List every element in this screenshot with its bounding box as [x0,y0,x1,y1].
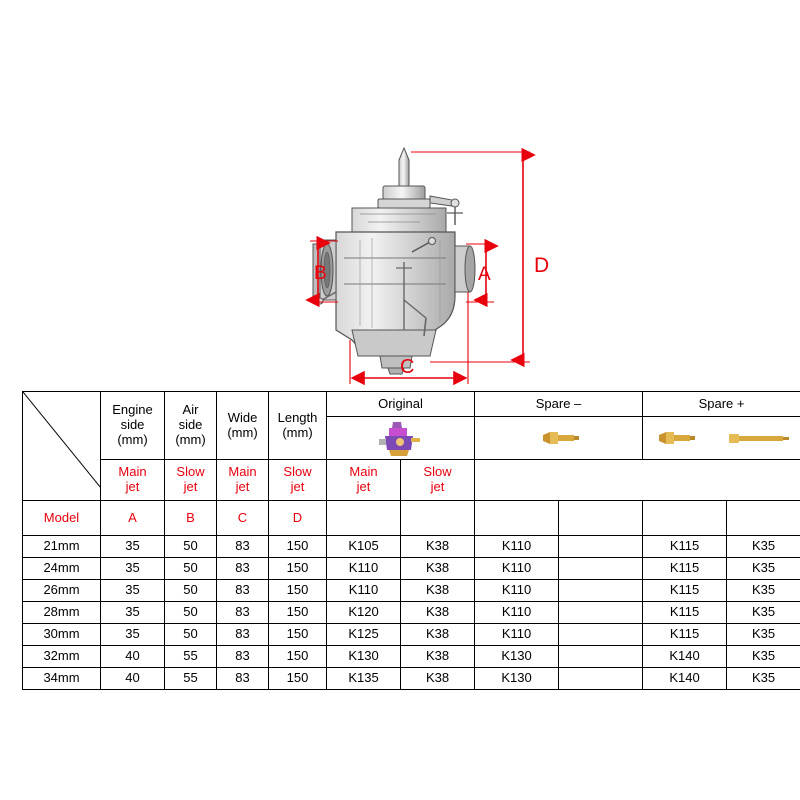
subheader-spare-minus-slow-jet-l2: jet [290,479,305,494]
table-row [23,602,800,624]
cell-model: 21mm [23,536,101,558]
subheader-original-slow-jet [165,460,217,501]
header-air-side-line3: (mm) [175,431,206,447]
group-header-spare-minus: Spare – [475,392,643,417]
cell-spare-plus-slow: K35 [727,536,800,558]
cell-orig-main: K110 [327,558,401,580]
cell-c: 83 [217,580,269,602]
header-air-side-line2: side [178,417,203,433]
dimension-label-d: D [534,254,550,277]
table-row [23,536,800,558]
cell-a: 40 [101,646,165,668]
label-model: Model [23,501,101,536]
cell-c: 83 [217,602,269,624]
subheader-original-main-jet [101,460,165,501]
group-header-spare-plus: Spare + [643,392,800,417]
cell-orig-main: K105 [327,536,401,558]
cell-model: 28mm [23,602,101,624]
table-row [23,580,800,602]
subheader-spare-plus-main-jet-l1: Main [349,464,378,480]
cell-orig-slow: K38 [401,668,475,690]
cell-spare-plus-slow: K35 [727,646,800,668]
cell-model: 32mm [23,646,101,668]
label-d: D [269,501,327,536]
label-a: A [101,501,165,536]
cell-spare-plus-main: K140 [643,668,727,690]
cell-d: 150 [269,602,327,624]
cell-b: 55 [165,646,217,668]
cell-spare-minus-main: K110 [475,580,559,602]
cell-spare-plus-slow: K35 [727,624,800,646]
header-engine-side-line1: Engine [112,402,153,418]
subheader-spare-plus-main-jet [327,460,401,501]
cell-c: 83 [217,646,269,668]
cell-spare-minus-slow [559,580,643,602]
cell-c: 83 [217,536,269,558]
subheader-spare-plus-slow-jet-l1: Slow [423,464,452,480]
cell-c: 83 [217,624,269,646]
cell-d: 150 [269,536,327,558]
cell-a: 35 [101,580,165,602]
subheader-original-main-jet-l1: Main [118,464,147,480]
header-wide [217,392,269,460]
cell-orig-slow: K38 [401,624,475,646]
subheader-spare-minus-slow-jet-l1: Slow [283,464,312,480]
subheader-spare-minus-main-jet-l2: jet [235,479,250,494]
cell-spare-plus-main: K140 [643,646,727,668]
table-label-row [23,501,800,536]
subheader-spare-minus-main-jet [217,460,269,501]
cell-b: 50 [165,602,217,624]
cell-spare-plus-slow: K35 [727,558,800,580]
subheader-spare-minus-main-jet-l1: Main [228,464,257,480]
carburetor-diagram [0,0,800,390]
label-c: C [217,501,269,536]
table-row [23,624,800,646]
cell-spare-minus-slow [559,558,643,580]
cell-orig-slow: K38 [401,580,475,602]
subheader-original-main-jet-l2: jet [125,479,140,494]
cell-model: 26mm [23,580,101,602]
dimension-label-c: C [400,356,415,378]
cell-spare-plus-main: K115 [643,602,727,624]
cell-d: 150 [269,580,327,602]
specification-table [22,391,800,690]
cell-orig-main: K135 [327,668,401,690]
cell-c: 83 [217,668,269,690]
cell-a: 35 [101,558,165,580]
table-corner-cell [23,392,101,501]
cell-orig-slow: K38 [401,536,475,558]
cell-c: 83 [217,558,269,580]
cell-spare-minus-slow [559,646,643,668]
label-b: B [165,501,217,536]
header-length-line1: Length [277,409,318,425]
cell-a: 35 [101,536,165,558]
subheader-original-slow-jet-l2: jet [183,479,198,494]
subheader-spare-plus-slow-jet-l2: jet [430,479,445,494]
cell-orig-main: K120 [327,602,401,624]
cell-b: 50 [165,558,217,580]
cell-spare-minus-slow [559,536,643,558]
cell-b: 55 [165,668,217,690]
subheader-spare-plus-main-jet-l2: jet [356,479,371,494]
header-engine-side-line2: side [120,417,145,433]
cell-b: 50 [165,624,217,646]
header-length-line2: (mm) [282,424,313,440]
table-row [23,668,800,690]
thumbnail-original-carburetor [327,417,475,460]
cell-spare-plus-slow: K35 [727,602,800,624]
label-spacer-4 [559,501,643,536]
cell-spare-minus-main: K110 [475,624,559,646]
subheader-original-slow-jet-l1: Slow [176,464,205,480]
cell-a: 35 [101,602,165,624]
subheader-spare-plus-slow-jet [401,460,475,501]
cell-spare-minus-main: K130 [475,668,559,690]
header-engine-side-line3: (mm) [117,431,148,447]
cell-d: 150 [269,558,327,580]
header-wide-line1: Wide [227,409,258,425]
cell-b: 50 [165,580,217,602]
cell-orig-slow: K38 [401,646,475,668]
subheader-spare-minus-slow-jet [269,460,327,501]
cell-model: 30mm [23,624,101,646]
dimension-label-b: B [314,263,327,284]
header-air-side-line1: Air [182,402,199,418]
label-spacer-5 [643,501,727,536]
cell-model: 34mm [23,668,101,690]
cell-spare-minus-slow [559,624,643,646]
header-length [269,392,327,460]
cell-orig-main: K110 [327,580,401,602]
cell-spare-plus-main: K115 [643,558,727,580]
header-engine-side [101,392,165,460]
cell-d: 150 [269,624,327,646]
cell-spare-minus-slow [559,602,643,624]
table-row [23,646,800,668]
cell-d: 150 [269,668,327,690]
cell-orig-slow: K38 [401,602,475,624]
group-header-original: Original [327,392,475,417]
label-spacer-6 [727,501,800,536]
cell-orig-main: K125 [327,624,401,646]
cell-a: 40 [101,668,165,690]
cell-a: 35 [101,624,165,646]
cell-spare-minus-slow [559,668,643,690]
cell-spare-minus-main: K110 [475,536,559,558]
carburetor-illustration [313,148,475,374]
header-air-side [165,392,217,460]
thumbnail-spare-plus-jets [643,417,800,460]
label-spacer-1 [327,501,401,536]
cell-spare-plus-slow: K35 [727,668,800,690]
cell-spare-plus-main: K115 [643,624,727,646]
cell-spare-minus-main: K130 [475,646,559,668]
cell-spare-minus-main: K110 [475,602,559,624]
cell-spare-minus-main: K110 [475,558,559,580]
dimension-label-a: A [478,264,491,285]
cell-model: 24mm [23,558,101,580]
cell-b: 50 [165,536,217,558]
label-spacer-2 [401,501,475,536]
cell-spare-plus-slow: K35 [727,580,800,602]
cell-spare-plus-main: K115 [643,536,727,558]
header-wide-line2: (mm) [227,424,258,440]
cell-spare-plus-main: K115 [643,580,727,602]
cell-orig-slow: K38 [401,558,475,580]
label-spacer-3 [475,501,559,536]
cell-d: 150 [269,646,327,668]
thumbnail-spare-minus-jet [475,417,643,460]
table-row [23,558,800,580]
cell-orig-main: K130 [327,646,401,668]
